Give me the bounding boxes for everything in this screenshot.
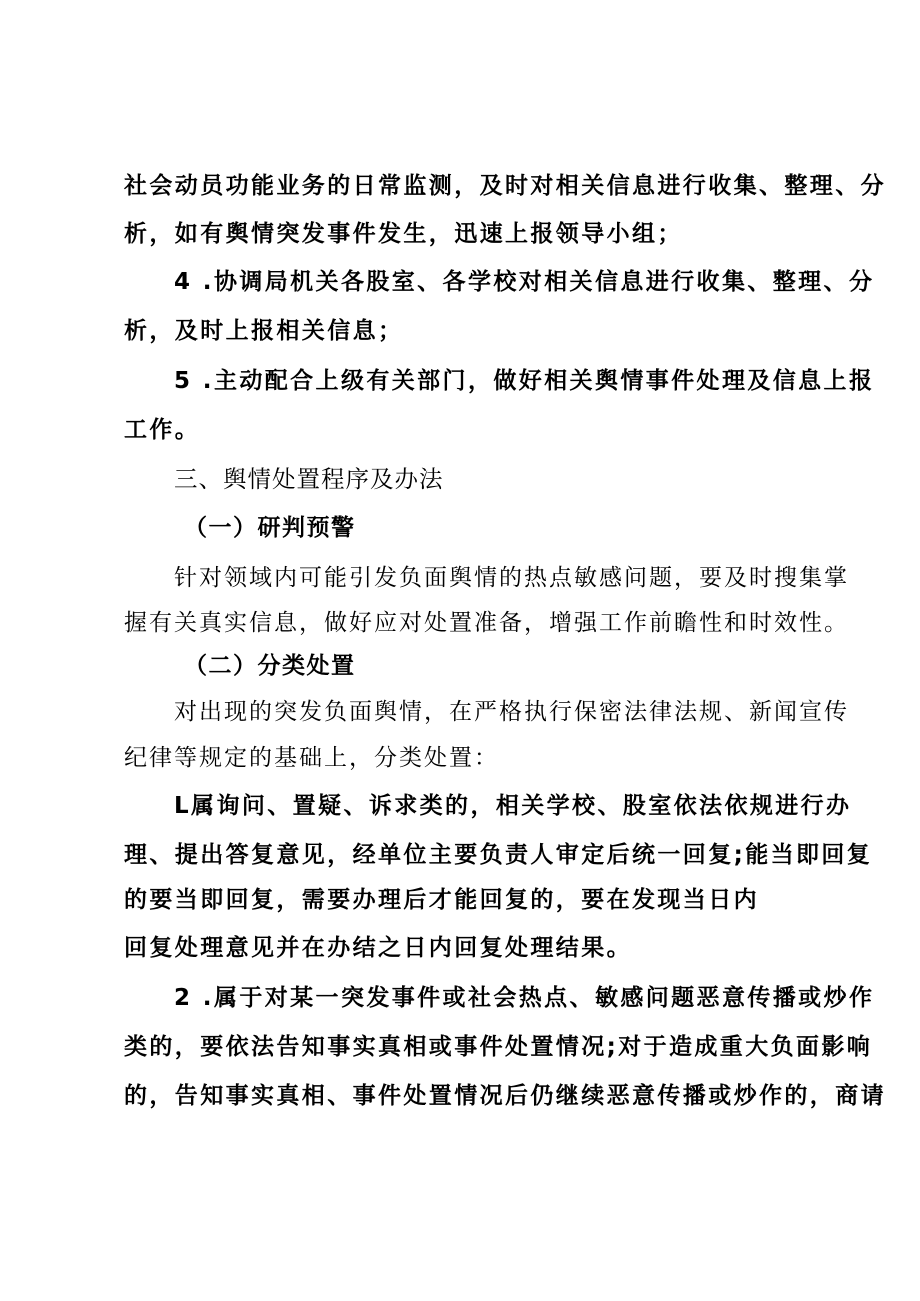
paragraph-line: L属询问、置疑、诉求类的，相关学校、股室依法依规进行办 [174,793,852,819]
paragraph-line: 社会动员功能业务的日常监测，及时对相关信息进行收集、整理、分 [124,173,886,199]
paragraph-line: 析，如有舆情突发事件发生，迅速上报领导小组； [124,221,683,247]
paragraph-line: 的要当即回复，需要办理后才能回复的，要在发现当日内 [124,887,759,913]
paragraph-line: 回复处理意见并在办结之日内回复处理结果。 [124,935,632,961]
paragraph-line: 析，及时上报相关信息； [124,318,404,344]
section-heading: 三、舆情处置程序及办法 [174,465,444,493]
paragraph-line: 5 .主动配合上级有关部门，做好相关舆情事件处理及信息上报 [174,368,875,394]
paragraph-line: 针对领域内可能引发负面舆情的热点敏感问题，要及时搜集掌 [174,565,849,591]
subsection-heading: （一）研判预警 [184,515,356,541]
paragraph-line: 对出现的突发负面舆情，在严格执行保密法律法规、新闻宣传 [174,699,849,725]
paragraph-line: 工作。 [124,417,201,443]
paragraph-line: 握有关真实信息，做好应对处置准备，增强工作前瞻性和时效性。 [124,610,849,636]
paragraph-line: 理、提出答复意见，经单位主要负责人审定后统一回复;能当即回复 [124,842,873,868]
paragraph-line: 类的，要依法告知事实真相或事件处置情况;对于造成重大负面影响 [124,1034,873,1060]
paragraph-line: 4 .协调局机关各股室、各学校对相关信息进行收集、整理、分 [174,269,875,295]
paragraph-line: 2 .属于对某一突发事件或社会热点、敏感问题恶意传播或炒作 [174,985,875,1011]
paragraph-line: 的，告知事实真相、事件处置情况后仍继续恶意传播或炒作的，商请 [124,1083,886,1109]
subsection-heading: （二）分类处置 [184,653,356,679]
paragraph-line: 纪律等规定的基础上，分类处置： [124,745,499,771]
